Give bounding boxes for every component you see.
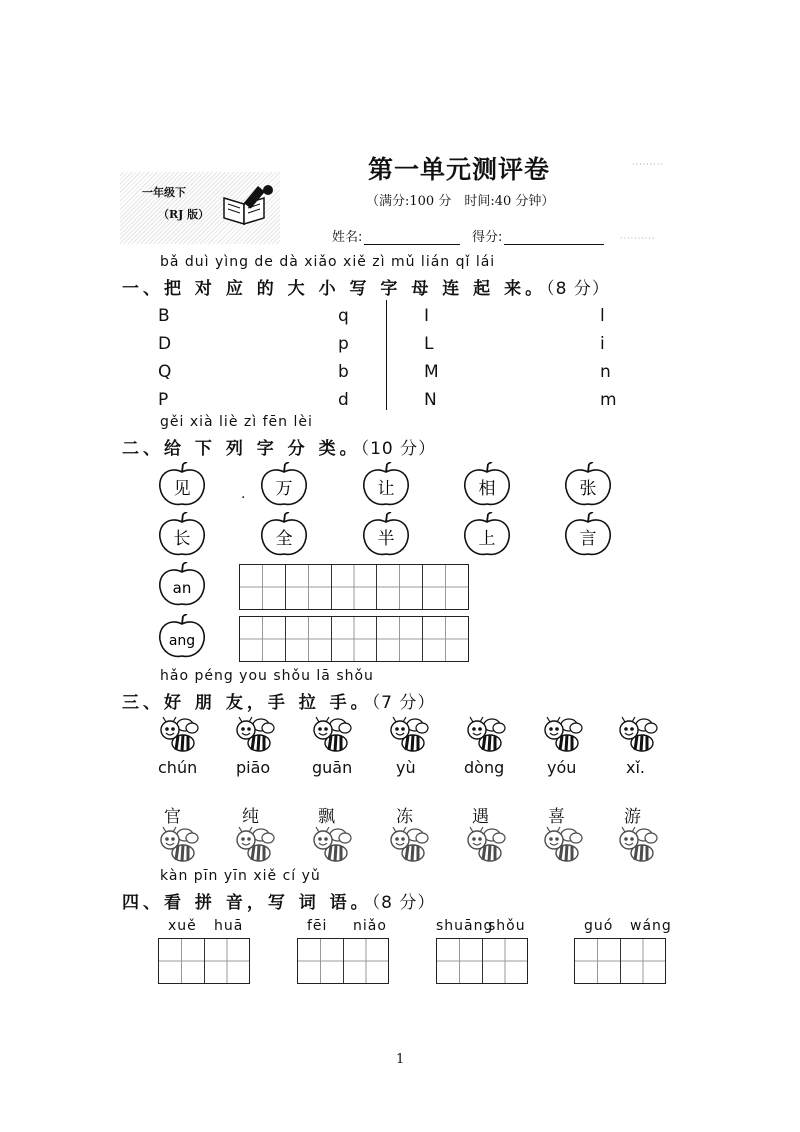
category-an: an	[172, 579, 192, 597]
left-lower-column	[338, 302, 349, 414]
apple-character: 相	[478, 479, 496, 499]
pinyin-word[interactable]: chún	[158, 758, 198, 777]
pinyin-word[interactable]: piāo	[236, 758, 271, 777]
word-pinyin-a: fēi	[307, 918, 328, 934]
column-divider	[386, 300, 387, 410]
section2-pinyin: gěi xià liè zì fēn lèi	[160, 414, 313, 430]
grid-cell[interactable]	[205, 939, 250, 983]
letter-item[interactable]: D	[158, 334, 172, 354]
letter-item[interactable]: B	[158, 306, 170, 326]
grid-cell[interactable]	[621, 939, 666, 983]
letter-item[interactable]: n	[600, 362, 611, 382]
word-pinyin-b: niǎo	[353, 918, 387, 934]
apple-character: 万	[275, 479, 293, 499]
apple-icon[interactable]	[461, 462, 513, 508]
left-upper-column	[158, 302, 171, 414]
bee-icon	[465, 716, 507, 756]
grid-cell[interactable]	[298, 939, 344, 983]
word-pinyin-a: guó	[584, 918, 614, 934]
bee-icon	[388, 716, 430, 756]
bee-outline-icon	[234, 826, 276, 866]
character-item[interactable]: 飘	[318, 807, 335, 827]
apple-character: 长	[173, 529, 191, 549]
bee-outline-icon	[158, 826, 200, 866]
apple-icon[interactable]	[562, 512, 614, 558]
an-writing-grid[interactable]	[239, 564, 469, 610]
grid-cell[interactable]	[286, 565, 332, 609]
apple-icon[interactable]	[156, 512, 208, 558]
bee-outline-icon	[617, 826, 659, 866]
letter-item[interactable]: q	[338, 306, 349, 326]
bee-icon	[542, 716, 584, 756]
letter-item[interactable]: i	[600, 334, 605, 354]
scan-noise: ··········	[620, 234, 656, 243]
word-pinyin-a: xuě	[168, 918, 197, 934]
edition-label: （RJ 版）	[158, 208, 210, 221]
score-blank[interactable]	[504, 232, 604, 245]
grid-cell[interactable]	[575, 939, 621, 983]
apple-character: 让	[377, 479, 395, 499]
grid-cell[interactable]	[377, 565, 423, 609]
bee-outline-icon	[311, 826, 353, 866]
ang-writing-grid[interactable]	[239, 616, 469, 662]
pinyin-word[interactable]: xǐ.	[626, 758, 645, 777]
grid-cell[interactable]	[423, 565, 468, 609]
section4-points: （8 分）	[371, 893, 436, 913]
section1-heading	[122, 274, 610, 299]
apple-icon[interactable]	[156, 462, 208, 508]
right-lower-column	[600, 302, 617, 414]
grid-cell[interactable]	[437, 939, 483, 983]
section2-heading-text: 二、给 下 列 字 分 类。	[122, 439, 361, 459]
letter-item[interactable]: M	[424, 362, 439, 382]
word-writing-grid[interactable]	[158, 938, 250, 984]
section1-points: （8 分）	[546, 279, 610, 299]
score-field[interactable]	[472, 226, 622, 245]
page-title: 第一单元测评卷	[368, 155, 551, 184]
section1-pinyin: bǎ duì yìng de dà xiǎo xiě zì mǔ lián qǐ lái	[160, 254, 496, 270]
letter-item[interactable]: d	[338, 390, 349, 410]
grid-cell[interactable]	[332, 565, 378, 609]
bee-icon	[234, 716, 276, 756]
grid-cell[interactable]	[159, 939, 205, 983]
apple-icon[interactable]	[258, 512, 310, 558]
apple-character: 言	[579, 529, 597, 549]
letter-item[interactable]: P	[158, 390, 169, 410]
section2-points: （10 分）	[360, 439, 437, 459]
letter-item[interactable]: p	[338, 334, 349, 354]
character-item[interactable]: 官	[164, 807, 181, 827]
apple-icon[interactable]	[360, 462, 412, 508]
grid-cell[interactable]	[332, 617, 378, 661]
bee-icon	[617, 716, 659, 756]
right-upper-column	[424, 302, 439, 414]
apple-character: 全	[275, 529, 293, 549]
grid-cell[interactable]	[377, 617, 423, 661]
character-item[interactable]: 冻	[396, 807, 413, 827]
bee-outline-icon	[465, 826, 507, 866]
pinyin-word[interactable]: yù	[396, 758, 416, 777]
apple-icon[interactable]	[360, 512, 412, 558]
letter-item[interactable]: b	[338, 362, 349, 382]
grade-badge	[120, 172, 280, 244]
section3-heading	[122, 688, 435, 713]
section4-heading-text: 四、看 拼 音，写 词 语。	[122, 893, 372, 913]
section1-heading-text: 一、把 对 应 的 大 小 写 字 母 连 起 来。	[122, 279, 547, 299]
name-label: 姓名:	[332, 230, 363, 245]
scan-noise: ·········	[632, 160, 664, 169]
apple-character: 上	[478, 529, 496, 549]
section3-points: （7 分）	[371, 693, 436, 713]
section2-heading	[122, 434, 436, 459]
bee-icon	[158, 716, 200, 756]
letter-item[interactable]: Q	[158, 362, 172, 382]
exam-subtitle: （满分:100 分 时间:40 分钟）	[366, 194, 555, 209]
word-writing-grid[interactable]	[574, 938, 666, 984]
apple-icon[interactable]	[562, 462, 614, 508]
page-number: 1	[396, 1052, 405, 1067]
word-writing-grid[interactable]	[297, 938, 389, 984]
grid-cell[interactable]	[483, 939, 528, 983]
section3-pinyin: hǎo péng you shǒu lā shǒu	[160, 668, 374, 684]
section4-pinyin: kàn pīn yīn xiě cí yǔ	[160, 868, 321, 884]
name-blank[interactable]	[364, 232, 460, 245]
apple-character: 半	[377, 529, 395, 549]
apple-icon[interactable]	[258, 462, 310, 508]
pinyin-word[interactable]: dòng	[464, 758, 505, 777]
letter-item[interactable]: L	[424, 334, 434, 354]
pinyin-word[interactable]: yóu	[547, 758, 577, 777]
character-item[interactable]: 喜	[548, 807, 565, 827]
character-item[interactable]: 游	[624, 807, 641, 827]
character-item[interactable]: 遇	[472, 807, 489, 827]
apple-icon	[156, 614, 208, 660]
letter-item[interactable]: N	[424, 390, 437, 410]
grid-cell[interactable]	[286, 617, 332, 661]
pinyin-word[interactable]: guān	[312, 758, 353, 777]
letter-item[interactable]: I	[424, 306, 430, 326]
apple-icon	[156, 562, 208, 608]
section3-heading-text: 三、好 朋 友，手 拉 手。	[122, 693, 372, 713]
section4-heading	[122, 888, 435, 913]
book-pencil-icon	[220, 182, 276, 226]
apple-icon[interactable]	[461, 512, 513, 558]
character-item[interactable]: 纯	[242, 807, 259, 827]
stray-dot: ·	[241, 490, 246, 506]
word-pinyin-b: huā	[214, 918, 244, 934]
name-field[interactable]	[332, 226, 478, 245]
letter-item[interactable]: m	[600, 390, 617, 410]
grid-cell[interactable]	[423, 617, 468, 661]
word-pinyin-a: shuāng	[436, 918, 494, 934]
word-pinyin-b: wáng	[630, 918, 672, 934]
grade-label: 一年级下	[142, 186, 186, 199]
apple-character: 见	[173, 479, 191, 499]
score-label: 得分:	[472, 230, 503, 245]
bee-icon	[311, 716, 353, 756]
word-writing-grid[interactable]	[436, 938, 528, 984]
category-ang: ang	[168, 633, 196, 649]
word-pinyin-b: shǒu	[488, 918, 526, 934]
grid-cell[interactable]	[344, 939, 389, 983]
letter-item[interactable]: l	[600, 306, 605, 326]
bee-outline-icon	[388, 826, 430, 866]
apple-character: 张	[579, 479, 597, 499]
grid-cell[interactable]	[240, 617, 286, 661]
bee-outline-icon	[542, 826, 584, 866]
grid-cell[interactable]	[240, 565, 286, 609]
